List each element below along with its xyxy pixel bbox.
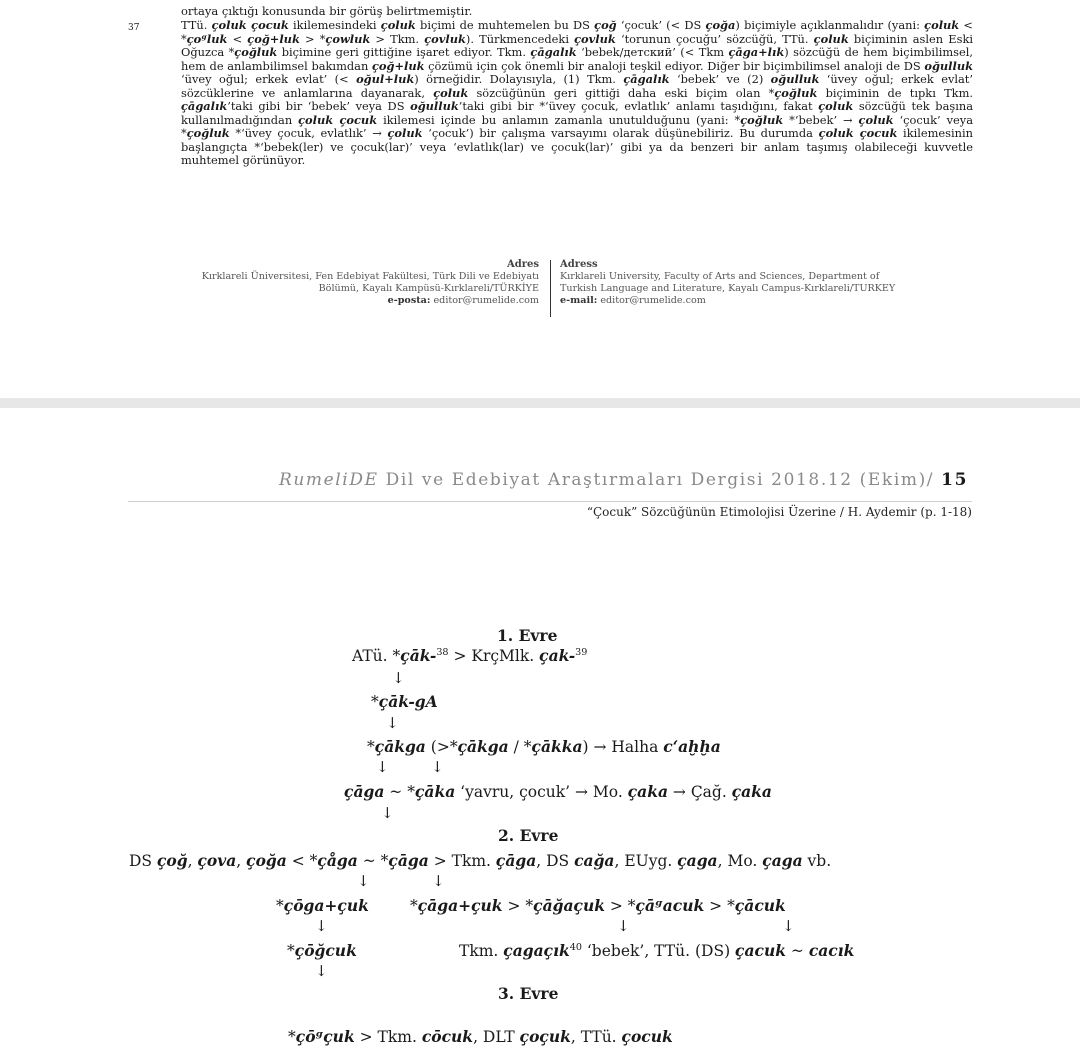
stage-1-line-1: ATü. *çāk-$^{38}$ > KrçMlk. çak-$^{39}$ xyxy=(352,646,588,665)
email-link[interactable]: editor@rumelide.com xyxy=(433,295,539,306)
arrow-down-icon: ↓ xyxy=(617,917,630,935)
stage-2-line-3a: *çōğcuk xyxy=(287,941,357,960)
stage-1-line-2: *çāk-gA xyxy=(371,692,438,711)
address-en xyxy=(560,271,980,307)
footnote-ref: 39 xyxy=(575,646,588,658)
arrow-down-icon: ↓ xyxy=(376,758,389,776)
email-link[interactable]: editor@rumelide.com xyxy=(600,295,706,306)
header-rule xyxy=(128,501,972,502)
arrow-down-icon: ↓ xyxy=(315,917,328,935)
journal-header xyxy=(279,470,968,490)
address-en-label: Adress xyxy=(560,259,598,270)
email-label: e-posta: xyxy=(387,295,431,306)
stage-1-title: 1. Evre xyxy=(497,626,558,645)
stage-1-line-4: çāga ~ *çāka ‘yavru, çocuk’ → Mo. çaka → Çağ. çaka xyxy=(344,782,772,801)
address-tr-label: Adres xyxy=(506,259,539,270)
arrow-down-icon: ↓ xyxy=(386,714,399,732)
stage-1-line-3: *çākga (>*çākga / *çākka) → Halha c‘aḫḫa xyxy=(367,737,721,756)
address-divider xyxy=(550,260,551,317)
arrow-down-icon: ↓ xyxy=(315,962,328,980)
arrow-down-icon: ↓ xyxy=(432,872,445,890)
arrow-down-icon: ↓ xyxy=(431,758,444,776)
arrow-down-icon: ↓ xyxy=(357,872,370,890)
footnote-ref: 40 xyxy=(569,941,582,953)
stage-2-title: 2. Evre xyxy=(498,826,559,845)
previous-page xyxy=(0,0,1080,398)
address-tr-line2: Bölümü, Kayalı Kampüsü-Kırklareli/TÜRKİYE xyxy=(318,283,539,294)
email-label: e-mail: xyxy=(560,295,598,306)
stage-3-line-1: *çōᵍçuk > Tkm. cōcuk, DLT çoçuk, TTü. çocuk xyxy=(288,1027,673,1046)
arrow-down-icon: ↓ xyxy=(381,804,394,822)
stage-2-line-2a: *çōga+çuk xyxy=(276,896,369,915)
address-en-line2: Turkish Language and Literature, Kayalı Campus-Kırklareli/TURKEY xyxy=(560,283,896,294)
address-tr-line1: Kırklareli Üniversitesi, Fen Edebiyat Fakültesi, Türk Dili ve Edebiyatı xyxy=(201,271,539,282)
address-en-line1: Kırklareli University, Faculty of Arts and Sciences, Department of xyxy=(560,271,880,282)
address-en-email-row xyxy=(560,295,980,307)
journal-name: RumeliDE xyxy=(278,470,379,490)
footnote-cut-line: ortaya çıktığı konusunda bir görüş belirtmemiştir. xyxy=(181,4,473,18)
stage-2-line-2b: *çāga+çuk > *çāğaçuk > *çāᵍacuk > *çācuk xyxy=(410,896,786,915)
stage-2-line-1: DS çoğ, çova, çoğa < *ça͏̊ga ~ *çāga > Tkm. çāga, DS cağa, EUyg. çaga, Mo. çaga vb. xyxy=(129,851,832,870)
arrow-down-icon: ↓ xyxy=(782,917,795,935)
address-tr-email-row xyxy=(119,295,539,307)
page-number: 15 xyxy=(941,470,968,490)
running-title: “Çocuk” Sözcüğünün Etimolojisi Üzerine / H. Aydemir (p. 1-18) xyxy=(586,505,972,519)
footnote-number: 37 xyxy=(128,23,140,33)
stage-2-line-3b: Tkm. çagaçık$^{40}$ ‘bebek’, TTü. (DS) çacuk ~ cacık xyxy=(459,941,855,960)
arrow-down-icon: ↓ xyxy=(392,669,405,687)
address-tr xyxy=(119,271,539,307)
page-separator xyxy=(0,398,1080,408)
journal-issue: Dil ve Edebiyat Araştırmaları Dergisi 2018.12 (Ekim)/ xyxy=(378,470,942,490)
stage-3-title: 3. Evre xyxy=(498,984,559,1003)
footnote-ref: 38 xyxy=(436,646,449,658)
footnote-37-text: TTü. çoluk çocuk ikilemesindeki çoluk biçimi de muhtemelen bu DS çoğ ‘çocuk’ (< DS çoğa) biçimiyle açıklanmalıdır (yani: çoluk < *çoᵍluk < çoğ+luk > *çowluk > Tkm. çovluk). Türkmencedeki çovluk ‘torunun çocuğu’ sözcüğü, TTü. çoluk biçiminin aslen Eski Oğuzca *çoğluk biçimine geri gittiğine işaret ediyor. Tkm. çāgalık ‘bebek/детский’ (< Tkm çāga+lık) sözcüğü de hem biçimbilimsel, hem de anlambilimsel bakımdan çoğ+luk çözümü için çok önemli bir analoji teşkil ediyor. Diğer bir biçimbilimsel analoji de DS oğulluk ‘üvey oğul; erkek evlat’ (< oğul+luk) örneğidir. Dolayısıyla, (1) Tkm. çāgalık ‘bebek’ ve (2) oğulluk ‘üvey oğul; erkek evlat’ sözcüklerine ve anlamlarına dayanarak, çoluk sözcüğünün geri gittiği daha eski biçim olan *çoğluk biçiminin de tıpkı Tkm. çāgalık’taki gibi bir ‘bebek’ veya DS oğulluk’taki gibi bir *‘üvey çocuk, evlatlık’ anlamı taşıdığını, fakat çoluk sözcüğü tek başına kullanılmadığından çoluk çocuk ikilemesi içinde bu anlamın zamanla unutulduğunu (yani: *çoğluk *‘bebek’ → çoluk ‘çocuk’ veya *çoğluk *‘üvey çocuk, evlatlık’ → çoluk ‘çocuk’) bir çalışma varsayımı olarak düşünebiliriz. Bu durumda çoluk çocuk ikilemesinin başlangıçta *‘bebek(ler) ve çocuk(lar)’ veya ‘evlatlık(lar) ve çocuk(lar)’ gibi ya da benzeri bir anlam taşımış olabileceği kuvvetle muhtemel görünüyor. xyxy=(181,18,974,168)
